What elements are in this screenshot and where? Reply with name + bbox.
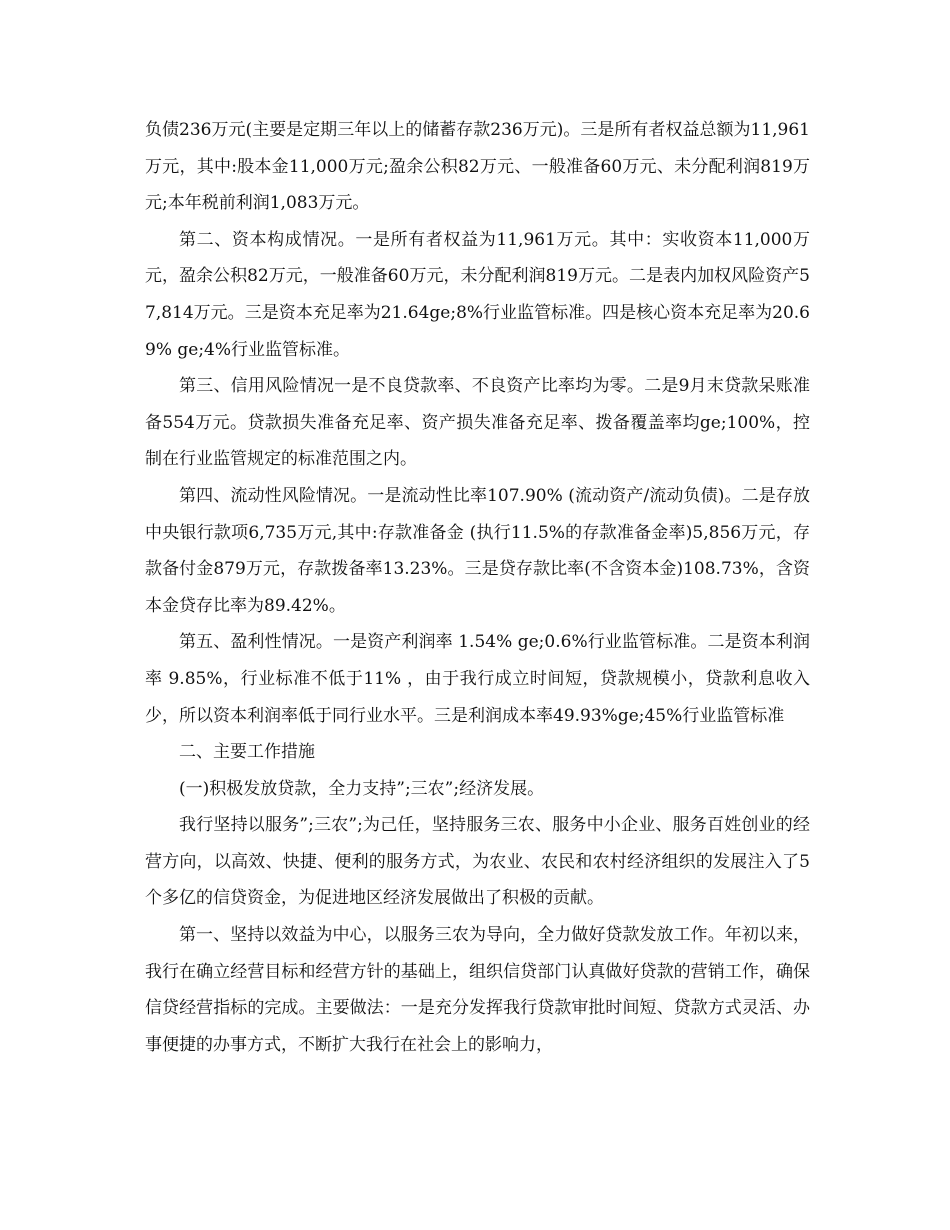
paragraph-profitability: 第五、盈利性情况。一是资产利润率 1.54% ge;0.6%行业监管标准。二是资本利润率 9.85%，行业标准不低于11% ，由于我行成立时间短，贷款规模小，贷款利息收入少，所以资本利润率低于同行业水平。三是利润成本率49.93%ge;45%行业监管标准 xyxy=(145,632,810,726)
document-body xyxy=(145,112,810,1063)
subsection-heading-loans: (一)积极发放贷款，全力支持”;三农”;经济发展。 xyxy=(179,778,545,799)
paragraph-liabilities-equity: 负债236万元(主要是定期三年以上的储蓄存款236万元)。三是所有者权益总额为11,961万元，其中:股本金11,000万元;盈余公积82万元、一般准备60万元、未分配利润819万元;本年税前利润1,083万元。 xyxy=(145,120,810,214)
paragraph-credit-risk: 第三、信用风险情况一是不良贷款率、不良资产比率均为零。二是9月末贷款呆账准备554万元。贷款损失准备充足率、资产损失准备充足率、拨备覆盖率均ge;100%，控制在行业监管规定的标准范围之内。 xyxy=(145,376,810,470)
paragraph-loan-issuance: 第一、坚持以效益为中心，以服务三农为导向，全力做好贷款发放工作。年初以来，我行在确立经营目标和经营方针的基础上，组织信贷部门认真做好贷款的营销工作，确保信贷经营指标的完成。主要做法：一是充分发挥我行贷款审批时间短、贷款方式灵活、办事便捷的办事方式，不断扩大我行在社会上的影响力， xyxy=(145,925,810,1055)
paragraph-liquidity-risk: 第四、流动性风险情况。一是流动性比率107.90% (流动资产/流动负债)。二是存放中央银行款项6,735万元,其中:存款准备金 (执行11.5%的存款准备金率)5,856万元，存款备付金879万元，存款拨备率13.23%。三是贷存款比率(不含资本金)108.73%，含资本金贷存比率为89.42%。 xyxy=(145,485,810,616)
paragraph-capital-structure: 第二、资本构成情况。一是所有者权益为11,961万元。其中：实收资本11,000万元，盈余公积82万元，一般准备60万元，未分配利润819万元。二是表内加权风险资产57,814万元。三是资本充足率为21.64ge;8%行业监管标准。四是核心资本充足率为20.69% ge;4%行业监管标准。 xyxy=(145,229,810,360)
paragraph-service-mission: 我行坚持以服务”;三农”;为己任，坚持服务三农、服务中小企业、服务百姓创业的经营方向，以高效、快捷、便利的服务方式，为农业、农民和农村经济组织的发展注入了5个多亿的信贷资金，为促进地区经济发展做出了积极的贡献。 xyxy=(145,815,810,909)
section-heading-main-measures: 二、主要工作措施 xyxy=(179,742,315,763)
